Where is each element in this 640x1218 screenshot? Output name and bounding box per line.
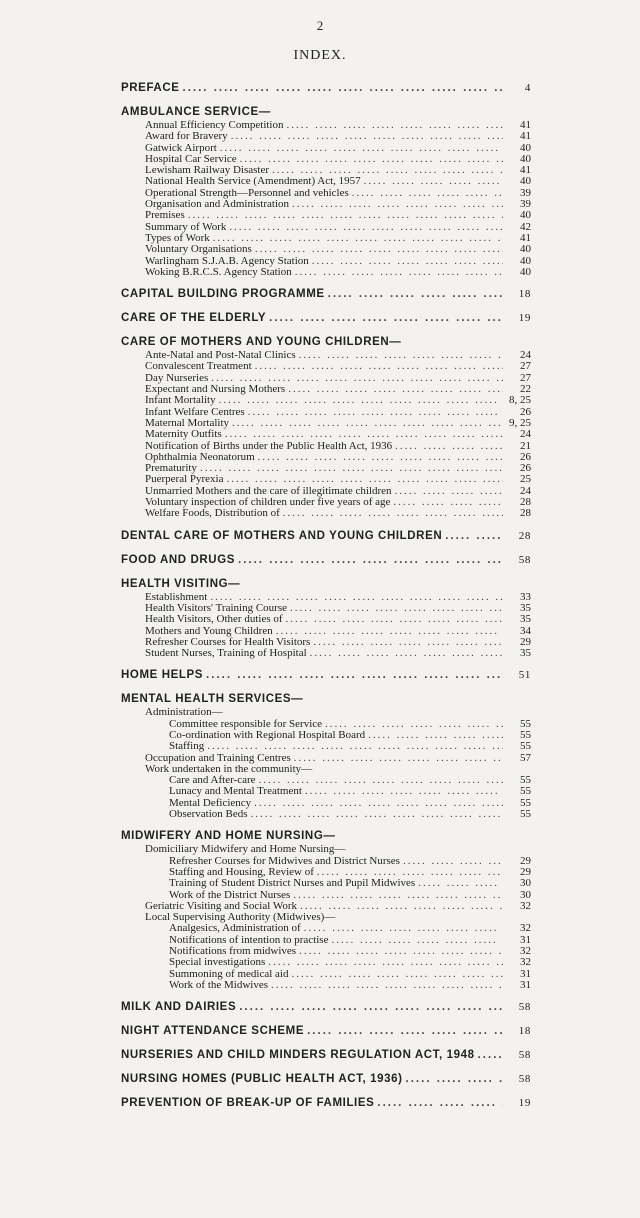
entry-page-number: 55 — [520, 741, 531, 753]
index-entry — [121, 844, 531, 855]
entry-label: Refresher Courses for Health Visitors — [145, 636, 311, 648]
entry-label: Care and After-care — [169, 775, 256, 787]
section-heading-label: MENTAL HEALTH SERVICES— — [121, 693, 304, 706]
entry-page-number: 41 — [520, 165, 531, 177]
section-heading — [121, 1048, 531, 1063]
dot-leader — [290, 890, 503, 901]
section-page-number: 58 — [518, 1073, 531, 1086]
index-entry — [121, 878, 531, 889]
entry-page-number: 55 — [520, 809, 531, 821]
index-section — [121, 553, 531, 568]
dot-leader — [322, 719, 503, 730]
index-entry — [121, 867, 531, 878]
section-heading-label: NURSERIES AND CHILD MINDERS REGULATION ACT, 1948 — [121, 1049, 475, 1062]
index-entry — [121, 856, 531, 867]
dot-leader — [251, 798, 503, 809]
entry-page-number: 32 — [520, 957, 531, 969]
dot-leader — [256, 775, 503, 786]
section-heading-label: MILK AND DAIRIES — [121, 1001, 237, 1014]
entry-label: Hospital Car Service — [145, 153, 237, 165]
section-heading-label: HOME HELPS — [121, 669, 204, 682]
section-heading-label: PREVENTION OF BREAK-UP OF FAMILIES — [121, 1097, 375, 1110]
index-entry — [121, 730, 531, 741]
entry-page-number: 25 — [520, 474, 531, 486]
entry-label: Committee responsible for Service — [169, 718, 323, 730]
index-entry — [121, 373, 531, 384]
entry-label: Summary of Work — [145, 221, 227, 233]
section-page-number: 58 — [518, 1049, 531, 1062]
section-heading-label: DENTAL CARE OF MOTHERS AND YOUNG CHILDREN — [121, 529, 443, 542]
dot-leader — [349, 188, 503, 199]
dot-leader — [197, 463, 503, 474]
dot-leader — [237, 154, 503, 165]
index-entry — [121, 719, 531, 730]
dot-leader — [224, 474, 504, 485]
section-heading — [121, 1072, 531, 1087]
dot-leader — [361, 176, 503, 187]
entry-page-number: 40 — [520, 153, 531, 165]
index-entry — [121, 969, 531, 980]
entry-label: Establishment — [145, 591, 208, 603]
index-entry — [121, 267, 531, 278]
dot-leader — [285, 384, 503, 395]
index-entry — [121, 626, 531, 637]
entry-page-number: 40 — [520, 176, 531, 188]
entry-label: Work undertaken in the community— — [145, 763, 313, 775]
entry-page-number: 35 — [520, 648, 531, 660]
entry-page-number: 32 — [520, 923, 531, 935]
entry-page-number: 32 — [520, 900, 531, 912]
dot-leader — [392, 441, 503, 452]
dot-leader — [328, 935, 503, 946]
entry-page-number: 31 — [520, 934, 531, 946]
section-heading — [121, 81, 531, 96]
section-heading-label: NURSING HOMES (PUBLIC HEALTH ACT, 1936) — [121, 1073, 403, 1086]
index-entry — [121, 890, 531, 901]
dot-leader — [180, 81, 503, 96]
entry-label: Organisation and Administration — [145, 199, 290, 211]
index-entry — [121, 176, 531, 187]
index-entry — [121, 244, 531, 255]
index-entry — [121, 809, 531, 820]
entry-label: Voluntary inspection of children under five years of age — [145, 497, 391, 509]
section-page-number: 58 — [518, 553, 531, 566]
index-entry — [121, 764, 531, 775]
entry-page-number: 24 — [520, 485, 531, 497]
section-heading — [121, 553, 531, 568]
index-entry — [121, 441, 531, 452]
entry-page-number: 40 — [520, 142, 531, 154]
index-entry — [121, 753, 531, 764]
index-entry — [121, 648, 531, 659]
dot-leader — [292, 267, 503, 278]
index-entry — [121, 452, 531, 463]
dot-leader — [252, 244, 503, 255]
entry-page-number: 26 — [520, 463, 531, 475]
dot-leader — [374, 1096, 503, 1111]
index-entry — [121, 120, 531, 131]
dot-leader — [400, 856, 503, 867]
entry-page-number: 40 — [520, 210, 531, 222]
section-page-number: 18 — [518, 288, 531, 301]
dot-leader — [307, 648, 503, 659]
entry-label: Student Nurses, Training of Hospital — [145, 648, 307, 660]
index-section — [121, 311, 531, 326]
dot-leader — [288, 969, 503, 980]
index-entry — [121, 980, 531, 991]
entry-page-number: 55 — [520, 797, 531, 809]
dot-leader — [273, 626, 503, 637]
index-section — [121, 577, 531, 660]
index-entry — [121, 429, 531, 440]
entry-label: Co-ordination with Regional Hospital Board — [169, 729, 366, 741]
index-section — [121, 81, 531, 96]
section-heading — [121, 577, 531, 592]
dot-leader — [236, 1000, 503, 1015]
dot-leader — [289, 199, 503, 210]
dot-leader — [266, 311, 503, 326]
dot-leader — [296, 946, 503, 957]
index-section — [121, 529, 531, 544]
index-section — [121, 287, 531, 302]
index-entry — [121, 463, 531, 474]
index-entry — [121, 361, 531, 372]
index-entry — [121, 222, 531, 233]
entry-label: Summoning of medical aid — [169, 968, 289, 980]
section-heading — [121, 1024, 531, 1039]
entry-label: Voluntary Organisations — [145, 244, 252, 256]
entry-page-number: 31 — [520, 968, 531, 980]
dot-leader — [296, 350, 503, 361]
index-entry — [121, 798, 531, 809]
entry-label: Mental Deficiency — [169, 797, 252, 809]
section-heading-label: MIDWIFERY AND HOME NURSING— — [121, 830, 336, 843]
index-list — [121, 76, 531, 1120]
entry-page-number: 41 — [520, 131, 531, 143]
entry-page-number: 39 — [520, 187, 531, 199]
dot-leader — [403, 1072, 503, 1087]
index-entry — [121, 614, 531, 625]
dot-leader — [325, 287, 503, 302]
dot-leader — [268, 980, 503, 991]
entry-page-number: 55 — [520, 729, 531, 741]
index-entry — [121, 946, 531, 957]
section-page-number: 4 — [524, 82, 531, 94]
entry-label: Woking B.R.C.S. Agency Station — [145, 266, 292, 278]
entry-label: Infant Mortality — [145, 395, 216, 407]
entry-page-number: 27 — [520, 372, 531, 384]
entry-label: Premises — [145, 210, 185, 222]
entry-page-number: 29 — [520, 636, 531, 648]
index-entry — [121, 143, 531, 154]
entry-label: Lewisham Railway Disaster — [145, 165, 270, 177]
entry-label: Maternity Outfits — [145, 429, 222, 441]
dot-leader — [302, 786, 503, 797]
entry-label: Refresher Courses for Midwives and District Nurses — [169, 855, 400, 867]
index-entry — [121, 199, 531, 210]
section-heading — [121, 311, 531, 326]
entry-page-number: 27 — [520, 361, 531, 373]
entry-label: Domiciliary Midwifery and Home Nursing— — [145, 844, 346, 856]
page-number: 2 — [316, 18, 324, 33]
entry-page-number: 29 — [520, 866, 531, 878]
index-entry — [121, 233, 531, 244]
index-entry — [121, 592, 531, 603]
dot-leader — [226, 222, 503, 233]
index-entry — [121, 384, 531, 395]
section-heading-label: CARE OF MOTHERS AND YOUNG CHILDREN— — [121, 336, 402, 349]
dot-leader — [287, 603, 503, 614]
entry-page-number: 33 — [520, 591, 531, 603]
index-section — [121, 668, 531, 683]
entry-label: Puerperal Pyrexia — [145, 474, 224, 486]
entry-label: Award for Bravery — [145, 131, 228, 143]
entry-page-number: 35 — [520, 614, 531, 626]
entry-label: Infant Welfare Centres — [145, 406, 245, 418]
entry-label: Welfare Foods, Distribution of — [145, 508, 280, 520]
index-entry — [121, 786, 531, 797]
entry-page-number: 30 — [520, 878, 531, 890]
section-heading — [121, 829, 531, 844]
section-heading — [121, 287, 531, 302]
dot-leader — [392, 486, 504, 497]
dot-leader — [216, 395, 503, 406]
index-entry — [121, 957, 531, 968]
index-section — [121, 1072, 531, 1087]
section-heading — [121, 692, 531, 707]
index-entry — [121, 935, 531, 946]
entry-page-number: 32 — [520, 946, 531, 958]
dot-leader — [222, 429, 503, 440]
entry-label: Local Supervising Authority (Midwives)— — [145, 912, 336, 924]
index-entry — [121, 350, 531, 361]
entry-page-number: 35 — [520, 602, 531, 614]
entry-label: Day Nurseries — [145, 372, 209, 384]
entry-label: Types of Work — [145, 232, 210, 244]
entry-label: Ophthalmia Neonatorum — [145, 451, 255, 463]
entry-page-number: 28 — [520, 508, 531, 520]
section-heading — [121, 335, 531, 350]
section-heading-label: NIGHT ATTENDANCE SCHEME — [121, 1025, 305, 1038]
index-entry — [121, 912, 531, 923]
entry-label: Health Visitors, Other duties of — [145, 614, 283, 626]
section-heading-label: CAPITAL BUILDING PROGRAMME — [121, 288, 325, 301]
entry-page-number: 21 — [520, 440, 531, 452]
index-entry — [121, 603, 531, 614]
dot-leader — [284, 120, 504, 131]
entry-page-number: 41 — [520, 232, 531, 244]
entry-label: Notification of Births under the Public Health Act, 1936 — [145, 440, 393, 452]
dot-leader — [208, 373, 503, 384]
dot-leader — [291, 753, 503, 764]
index-section — [121, 1048, 531, 1063]
entry-page-number: 55 — [520, 786, 531, 798]
dot-leader — [415, 878, 503, 889]
section-heading-label: FOOD AND DRUGS — [121, 553, 236, 566]
section-heading-label: HEALTH VISITING— — [121, 577, 241, 590]
index-entry — [121, 474, 531, 485]
section-heading-label: PREFACE — [121, 82, 180, 94]
section-heading — [121, 105, 531, 120]
entry-label: Work of the District Nurses — [169, 889, 291, 901]
entry-label: Convalescent Treatment — [145, 361, 252, 373]
section-page-number: 19 — [518, 312, 531, 325]
entry-page-number: 55 — [520, 775, 531, 787]
entry-page-number: 57 — [520, 752, 531, 764]
index-entry — [121, 256, 531, 267]
entry-label: Expectant and Nursing Mothers — [145, 384, 286, 396]
index-section — [121, 1024, 531, 1039]
index-entry — [121, 901, 531, 912]
dot-leader — [314, 867, 503, 878]
dot-leader — [310, 637, 503, 648]
dot-leader — [283, 614, 503, 625]
entry-label: Prematurity — [145, 463, 197, 475]
entry-label: Lunacy and Mental Treatment — [169, 786, 302, 798]
dot-leader — [269, 165, 503, 176]
entry-label: Training of Student District Nurses and Pupil Midwives — [169, 878, 416, 890]
index-entry — [121, 707, 531, 718]
section-page-number: 58 — [518, 1001, 531, 1014]
entry-page-number: 24 — [520, 429, 531, 441]
dot-leader — [228, 131, 503, 142]
section-heading — [121, 1096, 531, 1111]
entry-page-number: 55 — [520, 718, 531, 730]
entry-label: Maternal Mortality — [145, 417, 230, 429]
dot-leader — [248, 809, 503, 820]
dot-leader — [185, 210, 503, 221]
entry-page-number: 40 — [520, 244, 531, 256]
entry-page-number: 40 — [520, 255, 531, 267]
section-page-number: 19 — [518, 1097, 531, 1110]
index-entry — [121, 418, 531, 429]
dot-leader — [207, 592, 503, 603]
entry-page-number: 26 — [520, 406, 531, 418]
entry-label: Staffing — [169, 741, 205, 753]
dot-leader — [365, 730, 503, 741]
dot-leader — [217, 143, 503, 154]
entry-label: Health Visitors' Training Course — [145, 602, 287, 614]
dot-leader — [390, 497, 503, 508]
dot-leader — [255, 452, 503, 463]
entry-label: Ante-Natal and Post-Natal Clinics — [145, 350, 296, 362]
dot-leader — [229, 418, 503, 429]
section-heading — [121, 529, 531, 544]
index-section — [121, 335, 531, 519]
dot-leader — [235, 553, 503, 568]
dot-leader — [442, 529, 503, 544]
entry-page-number: 22 — [520, 384, 531, 396]
index-entry — [121, 923, 531, 934]
dot-leader — [203, 668, 503, 683]
dot-leader — [309, 256, 503, 267]
dot-leader — [265, 957, 503, 968]
dot-leader — [475, 1048, 503, 1063]
index-entry — [121, 497, 531, 508]
entry-page-number: 42 — [520, 221, 531, 233]
dot-leader — [252, 361, 503, 372]
index-entry — [121, 741, 531, 752]
section-page-number: 28 — [518, 529, 531, 542]
entry-page-number: 9, 25 — [509, 417, 531, 429]
section-page-number: 18 — [518, 1025, 531, 1038]
index-section — [121, 105, 531, 278]
index-entry — [121, 486, 531, 497]
index-title: INDEX. — [293, 48, 347, 63]
entry-label: Annual Efficiency Competition — [145, 120, 284, 131]
entry-label: Notifications from midwives — [169, 946, 297, 958]
index-section — [121, 829, 531, 991]
dot-leader — [204, 741, 503, 752]
section-heading — [121, 668, 531, 683]
entry-page-number: 41 — [520, 120, 531, 131]
entry-label: Warlingham S.J.A.B. Agency Station — [145, 255, 309, 267]
entry-label: Analgesics, Administration of — [169, 923, 301, 935]
section-heading-label: CARE OF THE ELDERLY — [121, 312, 267, 325]
dot-leader — [297, 901, 503, 912]
entry-label: Administration— — [145, 707, 223, 719]
entry-label: Work of the Midwives — [169, 979, 269, 991]
index-entry — [121, 395, 531, 406]
section-heading — [121, 1000, 531, 1015]
index-entry — [121, 210, 531, 221]
dot-leader — [304, 1024, 503, 1039]
entry-label: Observation Beds — [169, 809, 248, 821]
dot-leader — [301, 923, 503, 934]
entry-page-number: 39 — [520, 199, 531, 211]
entry-label: Staffing and Housing, Review of — [169, 866, 314, 878]
entry-page-number: 34 — [520, 625, 531, 637]
entry-page-number: 30 — [520, 889, 531, 901]
entry-page-number: 8, 25 — [509, 395, 531, 407]
dot-leader — [280, 508, 503, 519]
dot-leader — [210, 233, 503, 244]
index-entry — [121, 165, 531, 176]
index-entry — [121, 188, 531, 199]
index-section — [121, 1000, 531, 1015]
entry-page-number: 28 — [520, 497, 531, 509]
index-entry — [121, 775, 531, 786]
index-entry — [121, 154, 531, 165]
entry-label: Unmarried Mothers and the care of illegitimate children — [145, 485, 392, 497]
index-section — [121, 692, 531, 820]
section-page-number: 51 — [518, 669, 531, 682]
entry-label: Operational Strength—Personnel and vehicles — [145, 187, 349, 199]
entry-label: Mothers and Young Children — [145, 625, 273, 637]
dot-leader — [245, 407, 503, 418]
entry-page-number: 31 — [520, 979, 531, 991]
index-entry — [121, 131, 531, 142]
entry-label: Occupation and Training Centres — [145, 752, 291, 764]
entry-page-number: 40 — [520, 266, 531, 278]
entry-label: National Health Service (Amendment) Act, 1957 — [145, 176, 361, 188]
entry-page-number: 29 — [520, 855, 531, 867]
index-section — [121, 1096, 531, 1111]
entry-page-number: 24 — [520, 350, 531, 362]
entry-label: Special investigations — [169, 957, 266, 969]
entry-label: Geriatric Visiting and Social Work — [145, 900, 298, 912]
index-entry — [121, 407, 531, 418]
index-entry — [121, 508, 531, 519]
entry-page-number: 26 — [520, 451, 531, 463]
index-entry — [121, 637, 531, 648]
section-heading-label: AMBULANCE SERVICE— — [121, 106, 271, 118]
entry-label: Notifications of intention to practise — [169, 934, 329, 946]
entry-label: Gatwick Airport — [145, 142, 217, 154]
